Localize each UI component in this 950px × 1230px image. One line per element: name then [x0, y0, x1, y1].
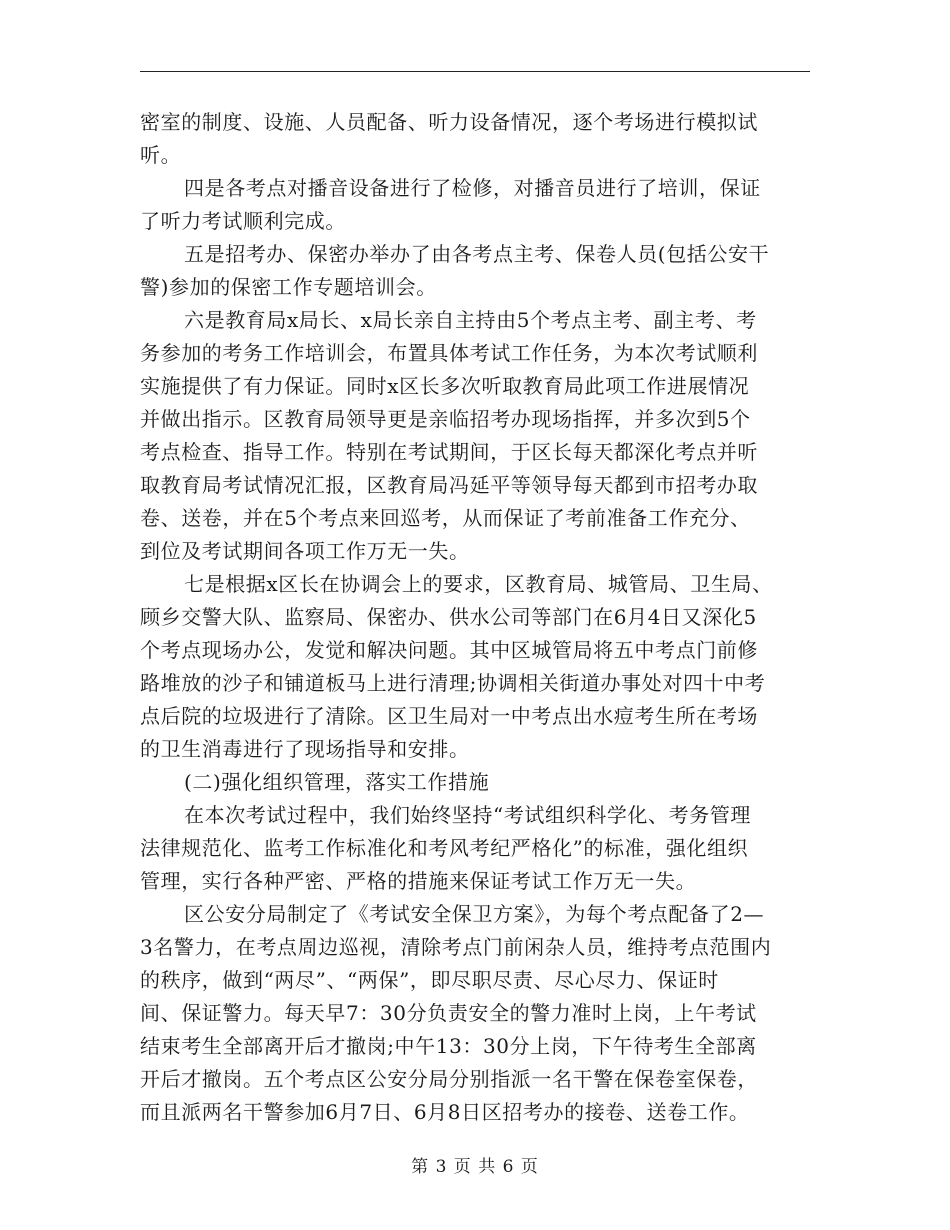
text-line: 密室的制度、设施、人员配备、听力设备情况，逐个考场进行模拟试 [140, 110, 758, 134]
text-line: 卷、送卷，并在5个考点来回巡考，从而保证了考前准备工作充分、 [140, 506, 751, 530]
text-line: 实施提供了有力保证。同时x区长多次听取教育局此项工作进展情况 [140, 374, 750, 398]
paragraph-start-line: 在本次考试过程中，我们始终坚持“考试组织科学化、考务管理 [184, 803, 752, 827]
text-line: 管理，实行各种严密、严格的措施来保证考试工作万无一失。 [140, 869, 697, 893]
section-heading: (二)强化组织管理，落实工作措施 [184, 770, 490, 794]
text-line: 结束考生全部离开后才撤岗;中午13：30分上岗，下午待考生全部离 [140, 1034, 757, 1058]
text-line: 到位及考试期间各项工作万无一失。 [140, 539, 470, 563]
paragraph-start-line: 四是各考点对播音设备进行了检修，对播音员进行了培训，保证 [184, 176, 761, 200]
text-line: 并做出指示。区教育局领导更是亲临招考办现场指挥，并多次到5个 [140, 407, 751, 431]
paragraph-start-line: 六是教育局x局长、x局长亲自主持由5个考点主考、副主考、考 [184, 308, 757, 332]
text-line: 路堆放的沙子和铺道板马上进行清理;协调相关街道办事处对四十中考 [140, 671, 766, 695]
text-line: 点后院的垃圾进行了清除。区卫生局对一中考点出水痘考生所在考场 [140, 704, 758, 728]
text-line: 法律规范化、监考工作标准化和考风考纪严格化”的标准，强化组织 [140, 836, 749, 860]
text-line: 而且派两名干警参加6月7日、6月8日区招考办的接卷、送卷工作。 [140, 1100, 750, 1124]
text-line: 了听力考试顺利完成。 [140, 209, 346, 233]
paragraph-start-line: 五是招考办、保密办举办了由各考点主考、保卷人员(包括公安干 [184, 242, 770, 266]
text-line: 考点检查、指导工作。特别在考试期间，于区长每天都深化考点并听 [140, 440, 758, 464]
text-line: 警)参加的保密工作专题培训会。 [140, 275, 437, 299]
text-line: 顾乡交警大队、监察局、保密办、供水公司等部门在6月4日又深化5 [140, 605, 757, 629]
text-line: 务参加的考务工作培训会，布置具体考试工作任务，为本次考试顺利 [140, 341, 758, 365]
text-line: 的秩序，做到“两尽”、“两保”，即尽职尽责、尽心尽力、保证时 [140, 968, 719, 992]
header-rule [140, 71, 810, 72]
page-footer: 第 3 页 共 6 页 [411, 1157, 539, 1177]
text-line: 3名警力，在考点周边巡视，清除考点门前闲杂人员，维持考点范围内 [140, 935, 772, 959]
document-body [140, 106, 810, 1129]
text-line: 开后才撤岗。五个考点区公安分局分别指派一名干警在保卷室保卷， [140, 1067, 758, 1091]
text-line: 间、保证警力。每天早7：30分负责安全的警力准时上岗，上午考试 [140, 1001, 757, 1025]
text-line: 个考点现场办公，发觉和解决问题。其中区城管局将五中考点门前修 [140, 638, 758, 662]
paragraph-start-line: 区公安分局制定了《考试安全保卫方案》，为每个考点配备了2— [184, 902, 765, 926]
text-line: 听。 [140, 143, 182, 167]
paragraph-start-line: 七是根据x区长在协调会上的要求，区教育局、城管局、卫生局、 [184, 572, 773, 596]
text-line: 取教育局考试情况汇报，区教育局冯延平等领导每天都到市招考办取 [140, 473, 758, 497]
text-line: 的卫生消毒进行了现场指导和安排。 [140, 737, 470, 761]
